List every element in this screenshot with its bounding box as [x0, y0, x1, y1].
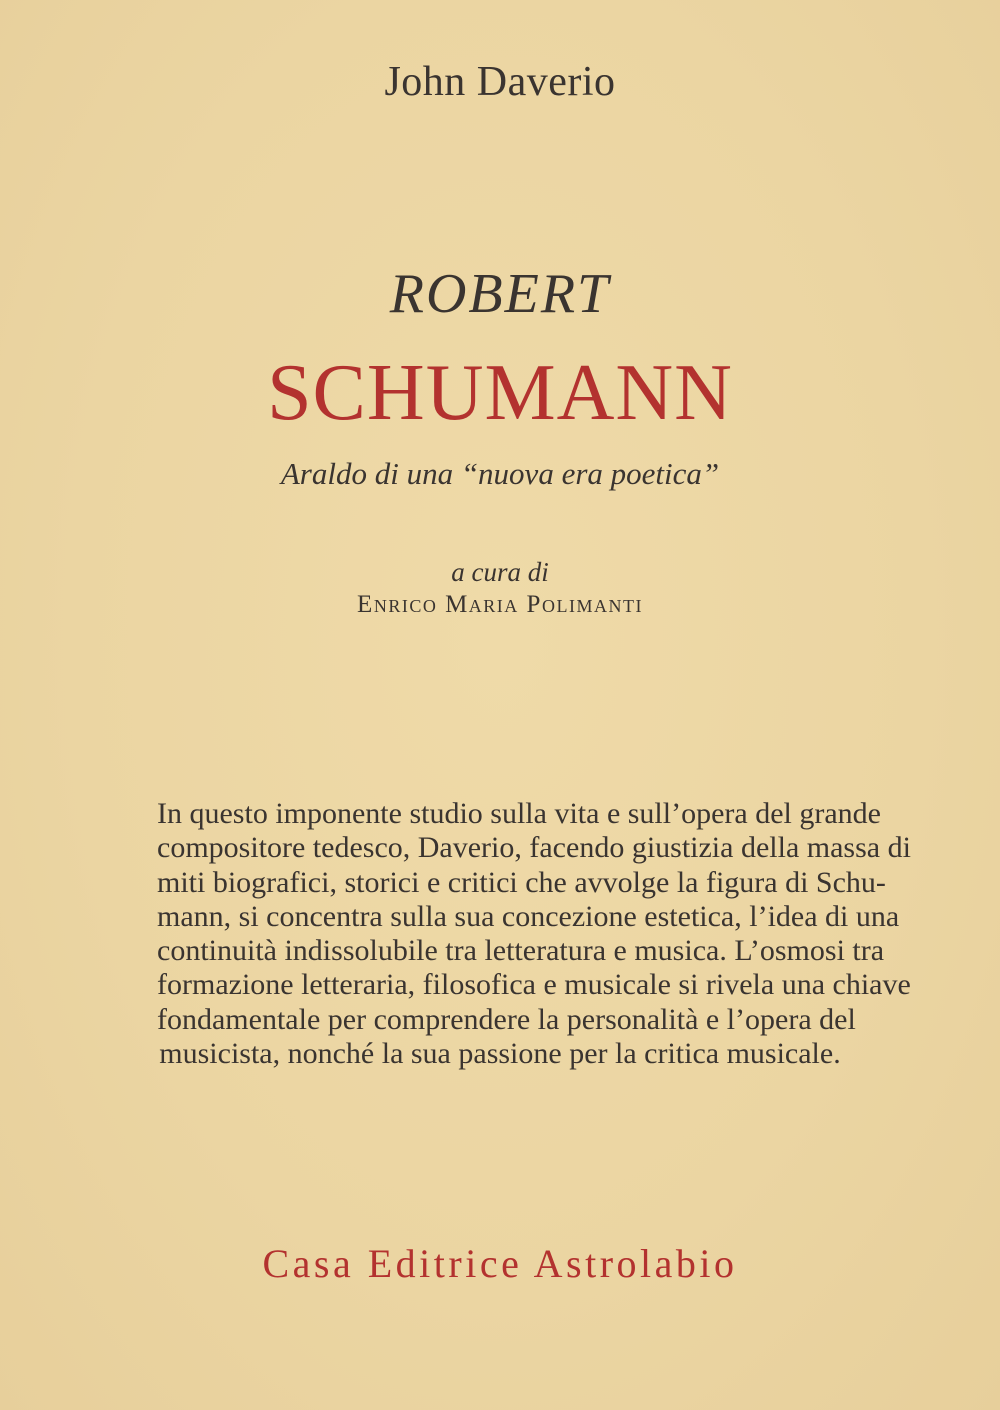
blurb-line: musicista, nonché la sua passione per la critica musicale. — [159, 1037, 841, 1071]
blurb-line: In questo imponente studio sulla vita e sull’opera del grande — [157, 797, 881, 830]
subtitle: Araldo di una “nuova era poetica” — [280, 456, 720, 491]
author-name: John Daverio — [384, 59, 616, 105]
blurb-line: miti biografici, storici e critici che avvolge la figura di Schu- — [157, 865, 886, 899]
blurb-line: formazione letteraria, filosofica e musicale si rivela una chiave — [157, 968, 911, 1002]
blurb-line: compositore tedesco, Daverio, facendo giustizia della massa di — [157, 831, 911, 865]
editor-name: Enrico Maria Polimanti — [357, 591, 643, 618]
blurb-line: mann, si concentra sulla sua concezione estetica, l’idea di una — [157, 899, 900, 933]
title-first-name: ROBERT — [389, 263, 611, 325]
blurb-line: continuità indissolubile tra letteratura e musica. L’osmosi tra — [157, 934, 885, 968]
editor-label: a cura di — [451, 557, 549, 587]
publisher-name: Casa Editrice Astrolabio — [262, 1241, 738, 1286]
blurb-text — [157, 797, 911, 1071]
title-last-name: SCHUMANN — [267, 349, 733, 437]
blurb-line: fondamentale per comprendere la personalità e l’opera del — [157, 1002, 856, 1036]
